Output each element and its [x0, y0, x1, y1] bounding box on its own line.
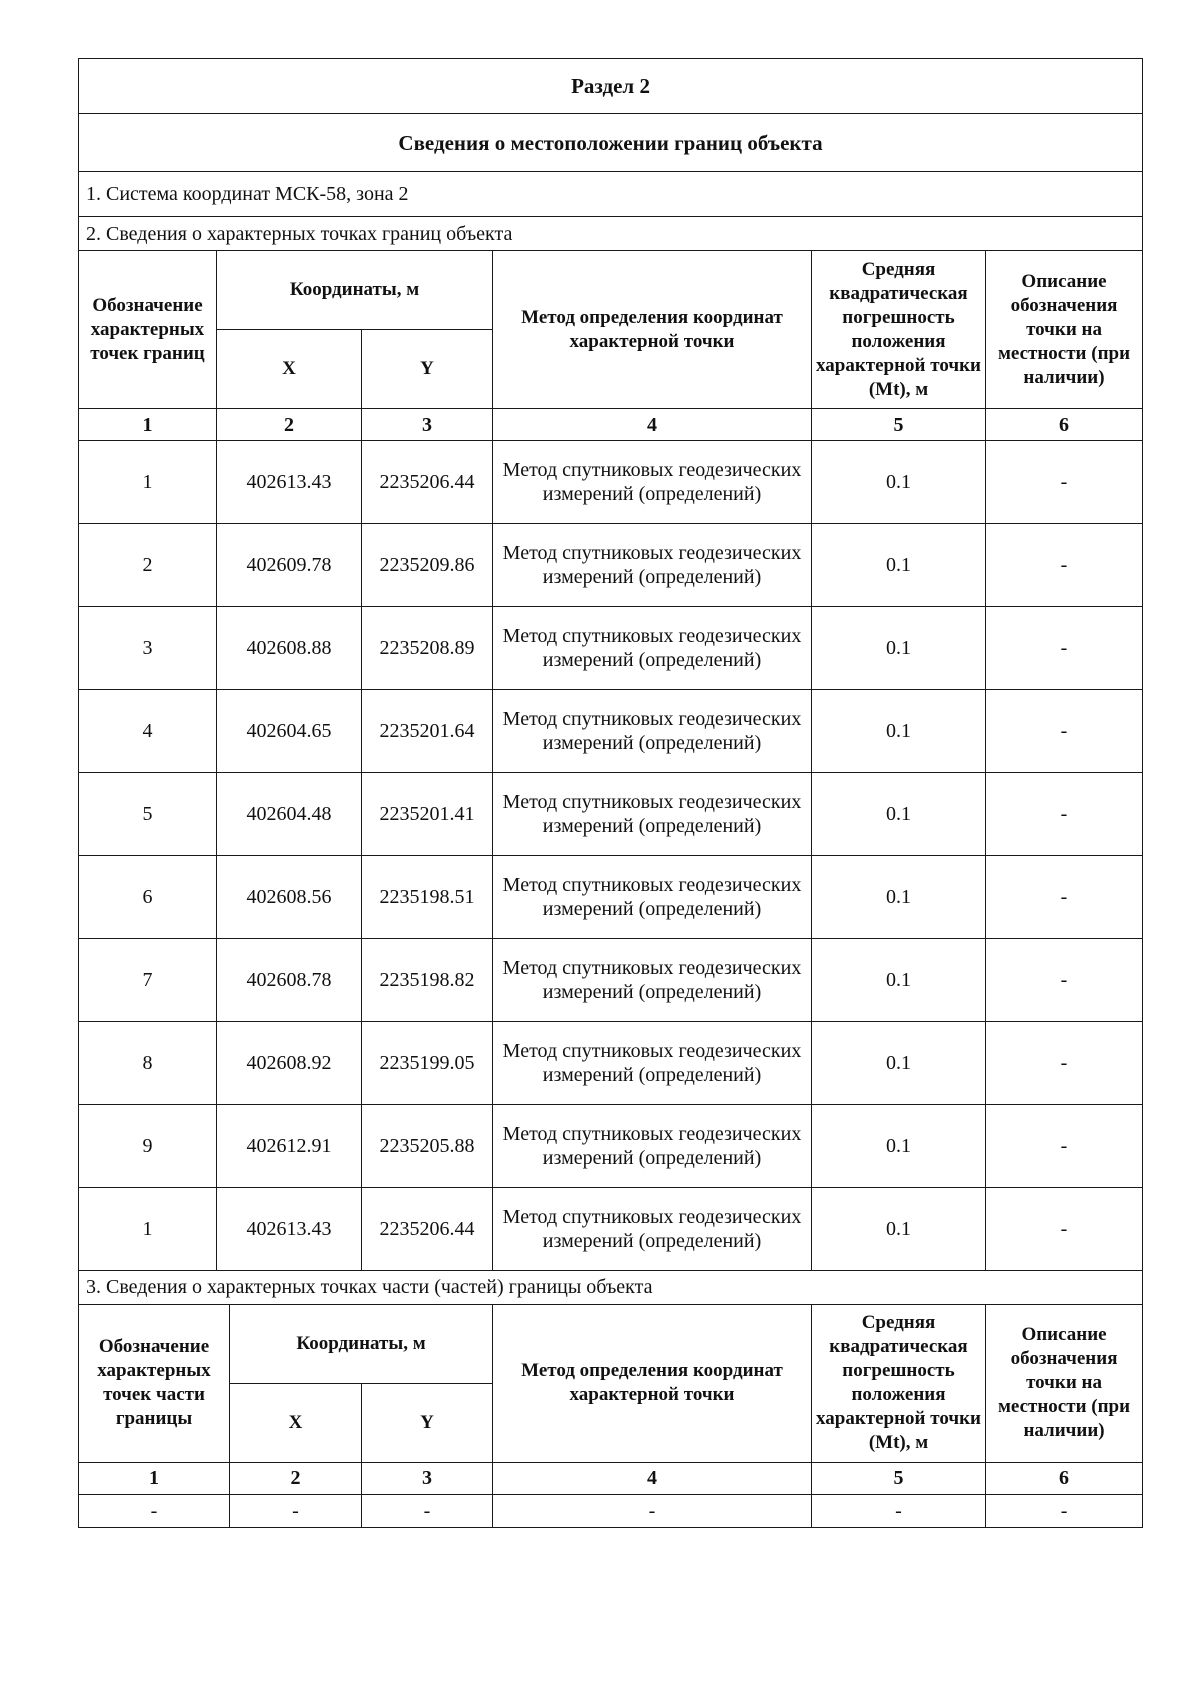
boundary-table — [78, 58, 1143, 1271]
method-cell: Метод спутниковых геодезических измерений (определений) — [493, 1105, 812, 1188]
point-cell: 7 — [79, 939, 217, 1022]
x-cell: 402608.88 — [217, 607, 362, 690]
x-cell: 402612.91 — [217, 1105, 362, 1188]
y-cell: 2235199.05 — [362, 1022, 493, 1105]
designation-header: Обозначение характерных точек границ — [79, 251, 217, 409]
table-row — [79, 1188, 1143, 1271]
x-cell: 402613.43 — [217, 441, 362, 524]
column-numbers-row — [79, 409, 1143, 441]
point-cell: 3 — [79, 607, 217, 690]
coord-system-line: 1. Система координат МСК-58, зона 2 — [79, 172, 1143, 217]
method-cell: Метод спутниковых геодезических измерений (определений) — [493, 690, 812, 773]
column-number: 5 — [812, 1462, 986, 1494]
mt-cell: 0.1 — [812, 441, 986, 524]
column-numbers-row — [79, 1462, 1143, 1494]
method-header: Метод определения координат характерной точки — [493, 251, 812, 409]
parts-heading: 3. Сведения о характерных точках части (частей) границы объекта — [79, 1270, 1143, 1304]
method-cell: Метод спутниковых геодезических измерений (определений) — [493, 524, 812, 607]
description-cell: - — [986, 1105, 1143, 1188]
method-cell: - — [493, 1494, 812, 1527]
description-header: Описание обозначения точки на местности (при наличии) — [986, 251, 1143, 409]
x-cell: 402608.78 — [217, 939, 362, 1022]
method-cell: Метод спутниковых геодезических измерений (определений) — [493, 773, 812, 856]
mt-cell: - — [812, 1494, 986, 1527]
point-cell: - — [79, 1494, 230, 1527]
table-row — [79, 1105, 1143, 1188]
section-title: Раздел 2 — [79, 59, 1143, 114]
column-number: 2 — [217, 409, 362, 441]
point-cell: 6 — [79, 856, 217, 939]
x-cell: 402609.78 — [217, 524, 362, 607]
mt-cell: 0.1 — [812, 939, 986, 1022]
y-header: Y — [362, 330, 493, 409]
column-number: 3 — [362, 409, 493, 441]
point-cell: 5 — [79, 773, 217, 856]
description-cell: - — [986, 524, 1143, 607]
section-subtitle: Сведения о местоположении границ объекта — [79, 114, 1143, 172]
column-number: 4 — [493, 1462, 812, 1494]
point-cell: 4 — [79, 690, 217, 773]
point-cell: 8 — [79, 1022, 217, 1105]
x-cell: - — [230, 1494, 362, 1527]
mt-cell: 0.1 — [812, 524, 986, 607]
description-header: Описание обозначения точки на местности (при наличии) — [986, 1304, 1143, 1462]
method-cell: Метод спутниковых геодезических измерений (определений) — [493, 441, 812, 524]
x-cell: 402604.65 — [217, 690, 362, 773]
description-cell: - — [986, 1022, 1143, 1105]
description-cell: - — [986, 773, 1143, 856]
description-cell: - — [986, 1494, 1143, 1527]
column-number: 6 — [986, 409, 1143, 441]
method-cell: Метод спутниковых геодезических измерений (определений) — [493, 856, 812, 939]
point-cell: 2 — [79, 524, 217, 607]
column-number: 1 — [79, 409, 217, 441]
parts-table — [78, 1270, 1143, 1528]
y-cell: 2235205.88 — [362, 1105, 493, 1188]
description-cell: - — [986, 441, 1143, 524]
mt-cell: 0.1 — [812, 856, 986, 939]
mt-cell: 0.1 — [812, 1105, 986, 1188]
method-cell: Метод спутниковых геодезических измерений (определений) — [493, 607, 812, 690]
column-number: 2 — [230, 1462, 362, 1494]
mt-cell: 0.1 — [812, 773, 986, 856]
mt-cell: 0.1 — [812, 607, 986, 690]
description-cell: - — [986, 1188, 1143, 1271]
column-number: 6 — [986, 1462, 1143, 1494]
points-heading: 2. Сведения о характерных точках границ объекта — [79, 217, 1143, 251]
point-cell: 1 — [79, 441, 217, 524]
description-cell: - — [986, 690, 1143, 773]
document-page — [78, 58, 1142, 1528]
mt-cell: 0.1 — [812, 1022, 986, 1105]
error-header: Средняя квадратическая погрешность положения характерной точки (Mt), м — [812, 1304, 986, 1462]
designation-header: Обозначение характерных точек части границы — [79, 1304, 230, 1462]
column-number: 3 — [362, 1462, 493, 1494]
column-number: 1 — [79, 1462, 230, 1494]
y-cell: 2235198.51 — [362, 856, 493, 939]
description-cell: - — [986, 607, 1143, 690]
x-header: X — [217, 330, 362, 409]
x-cell: 402604.48 — [217, 773, 362, 856]
table-row — [79, 939, 1143, 1022]
method-cell: Метод спутниковых геодезических измерений (определений) — [493, 939, 812, 1022]
y-cell: - — [362, 1494, 493, 1527]
x-header: X — [230, 1383, 362, 1462]
column-number: 5 — [812, 409, 986, 441]
mt-cell: 0.1 — [812, 1188, 986, 1271]
y-cell: 2235198.82 — [362, 939, 493, 1022]
table-row — [79, 1022, 1143, 1105]
point-cell: 1 — [79, 1188, 217, 1271]
description-cell: - — [986, 939, 1143, 1022]
y-cell: 2235206.44 — [362, 1188, 493, 1271]
table-row — [79, 524, 1143, 607]
x-cell: 402608.56 — [217, 856, 362, 939]
method-cell: Метод спутниковых геодезических измерений (определений) — [493, 1022, 812, 1105]
table-row — [79, 441, 1143, 524]
point-cell: 9 — [79, 1105, 217, 1188]
y-cell: 2235201.64 — [362, 690, 493, 773]
y-cell: 2235208.89 — [362, 607, 493, 690]
x-cell: 402608.92 — [217, 1022, 362, 1105]
method-cell: Метод спутниковых геодезических измерений (определений) — [493, 1188, 812, 1271]
y-cell: 2235209.86 — [362, 524, 493, 607]
mt-cell: 0.1 — [812, 690, 986, 773]
x-cell: 402613.43 — [217, 1188, 362, 1271]
coords-header: Координаты, м — [217, 251, 493, 330]
table-row — [79, 607, 1143, 690]
y-cell: 2235201.41 — [362, 773, 493, 856]
column-number: 4 — [493, 409, 812, 441]
table-row — [79, 690, 1143, 773]
table-row — [79, 1494, 1143, 1527]
error-header: Средняя квадратическая погрешность положения характерной точки (Mt), м — [812, 251, 986, 409]
method-header: Метод определения координат характерной точки — [493, 1304, 812, 1462]
y-header: Y — [362, 1383, 493, 1462]
table-row — [79, 856, 1143, 939]
y-cell: 2235206.44 — [362, 441, 493, 524]
coords-header: Координаты, м — [230, 1304, 493, 1383]
table-row — [79, 773, 1143, 856]
description-cell: - — [986, 856, 1143, 939]
